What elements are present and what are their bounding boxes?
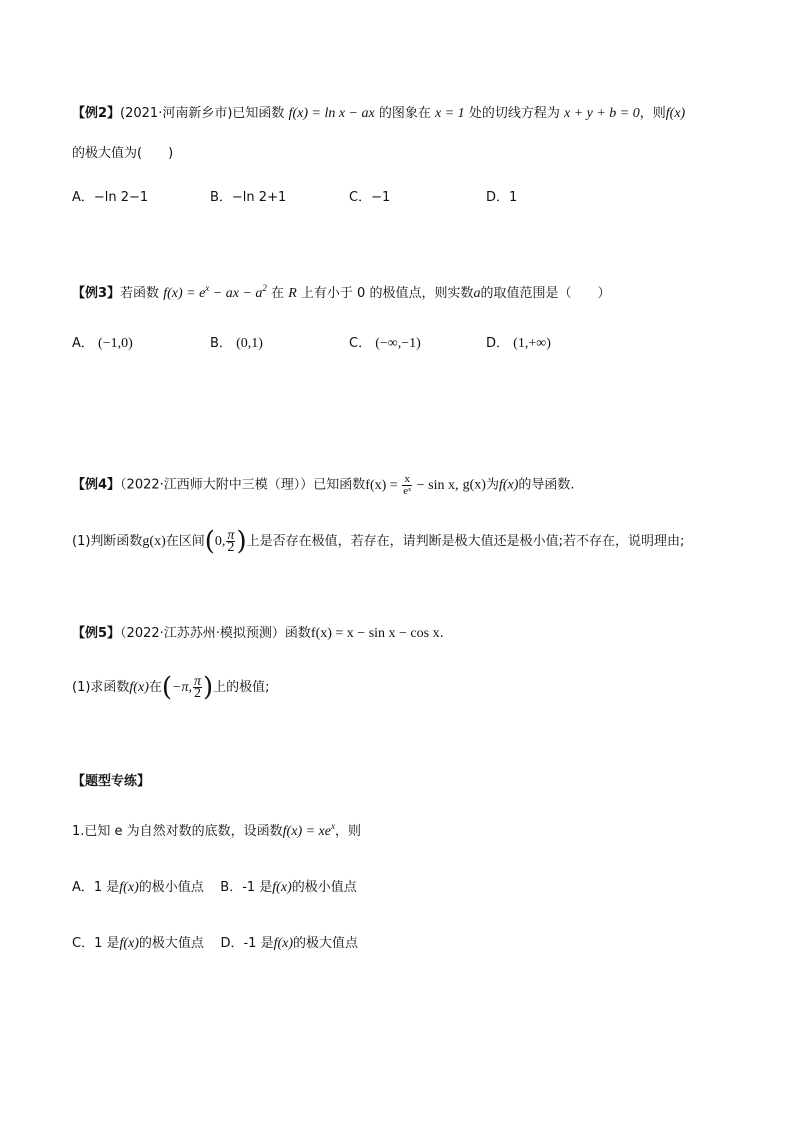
practice-heading: 【题型专练】 [72,774,151,789]
example-3-param-a: a [473,286,481,301]
example-3-text: 的取值范围是（ ） [480,286,611,301]
practice-options-row-1 [72,878,357,898]
example-3-text: 上有小于 0 的极值点，则实数 [300,286,474,301]
practice-question-1: 1.已知 e 为自然对数的底数，设函数$f(x) = xe^x$，则 [72,821,361,839]
example-2-source: (2021·河南新乡市) [120,106,233,121]
example-3-option-a[interactable]: A． (−1,0) [72,336,133,351]
example-4-text: 的导函数. [518,477,575,493]
example-2-option-b[interactable]: B．−ln 2+1 [210,190,287,205]
example-2-line-2: 的极大值为( ) [72,146,174,161]
example-3-text: 在 [271,286,285,301]
practice-option-c[interactable]: C．1 是f(x)的极大值点 [72,936,204,951]
example-4-source: （2022·江西师大附中三模（理）） [120,477,314,493]
example-5-label: 【例5】 [72,626,121,641]
example-5-source: （2022·江苏苏州·模拟预测） [120,626,285,641]
example-2-text: 处的切线方程为 [468,106,560,121]
example-2-function: f(x) = ln x − ax [288,106,375,121]
example-4-fx: f(x) [498,477,519,493]
example-5-question-1: (1)求函数f(x)在(−π, $\frac{\pi}{2}$ )上的极值; [72,672,270,703]
example-5-function: f(x) = x − sin x − cos x [310,626,440,641]
example-2-text: 的图象在 [378,106,431,121]
example-3-label: 【例3】 [72,286,121,301]
example-5-text: 函数 [284,626,311,641]
example-3-option-d[interactable]: D． (1,+∞) [486,336,551,351]
example-4-line-1 [72,474,575,497]
example-2-text: ，则 [639,106,666,121]
example-2-fx: f(x) [665,106,686,121]
example-4-text: 已知函数 [313,477,366,493]
example-2-text: 已知函数 [232,106,285,121]
example-3-option-b[interactable]: B． (0,1) [210,336,263,351]
example-2-line-1 [72,104,685,124]
example-2-tangent: x + y + b = 0 [563,106,640,121]
practice-function: $f(x) = xe^x$ [282,821,335,839]
example-3-set-r: R [288,286,297,301]
example-3-function: $f(x) = e^x$ − ax − $a^2$ [163,283,267,301]
example-3-option-c[interactable]: C． (−∞,−1) [349,336,421,351]
example-2-option-d[interactable]: D．1 [486,190,518,205]
example-4-question-1: (1)判断函数g(x)在区间(0, $\frac{\pi}{2}$ )上是否存在极值，若存在，请判断是极大值还是极小值;若不存在，说明理由; [72,526,685,557]
example-2-point: x = 1 [435,106,465,121]
practice-option-b[interactable]: B．-1 是f(x)的极小值点 [220,880,357,895]
example-4-gx: g(x) [462,477,486,493]
practice-option-a[interactable]: A．1 是f(x)的极小值点 [72,880,204,895]
example-2-option-c[interactable]: C．−1 [349,190,391,205]
example-4-label: 【例4】 [72,477,121,493]
practice-options-row-2 [72,934,358,954]
example-5-line-1: 【例5】（2022·江苏苏州·模拟预测）函数f(x) = x − sin x − cos x. [72,626,444,641]
example-3-line-1 [72,284,610,304]
example-3-text: 若函数 [120,286,160,301]
example-4-function: f(x) = $\frac{x}{\text{eˣ}}$ − sin x, [365,473,459,497]
practice-option-d[interactable]: D．-1 是f(x)的极大值点 [220,936,359,951]
example-2-option-a[interactable]: A．−ln 2−1 [72,190,149,205]
example-2-label: 【例2】 [72,106,121,121]
example-4-text: 为 [485,477,499,493]
